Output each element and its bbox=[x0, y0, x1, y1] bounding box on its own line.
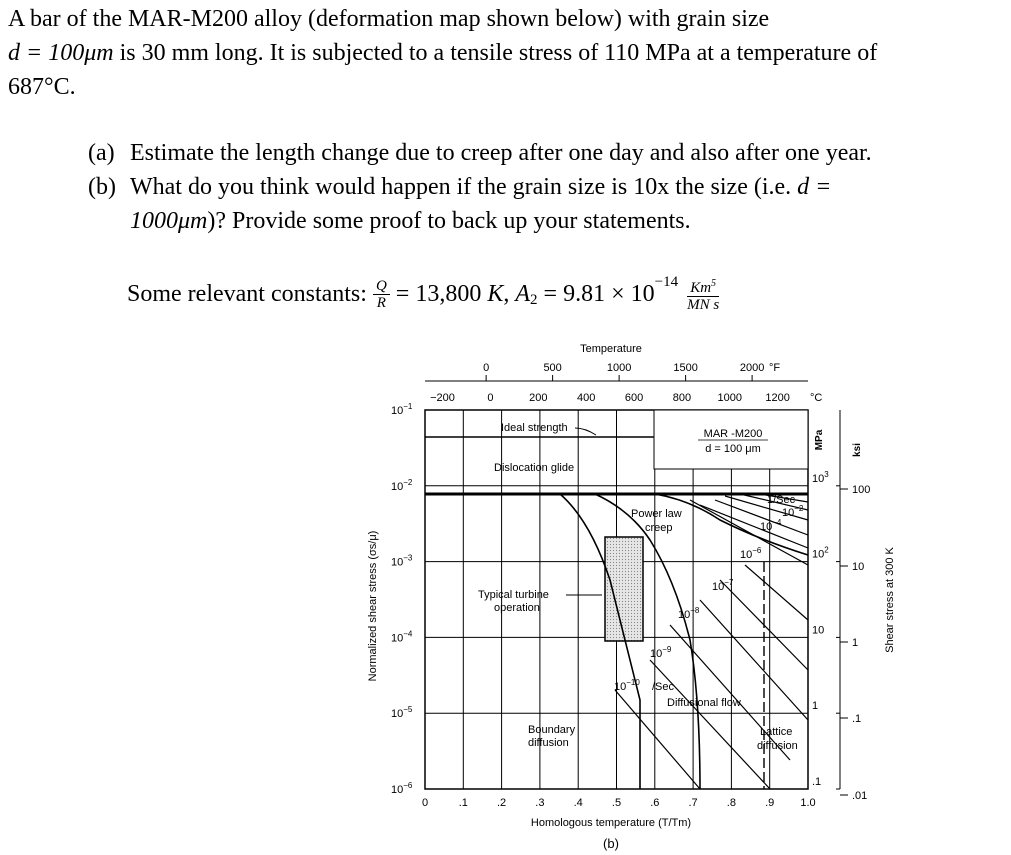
ksi-tick-label: 100 bbox=[852, 484, 871, 496]
ksi-tick-label: 10 bbox=[852, 561, 865, 573]
celsius-tick-label: 400 bbox=[576, 392, 596, 404]
celsius-tick-label: 200 bbox=[529, 392, 548, 404]
x-tick-label: 0 bbox=[421, 797, 429, 809]
strain-rate-label: $10^{-8}$ bbox=[678, 606, 700, 621]
celsius-unit: °C bbox=[810, 392, 823, 404]
power-law-label-2: creep bbox=[645, 522, 673, 534]
diffusional-flow-label: Diffusional flow bbox=[667, 697, 741, 709]
ksi-unit-label: ksi bbox=[852, 443, 863, 457]
celsius-tick-label: 0 bbox=[487, 392, 494, 404]
a2-subscript: 2 bbox=[530, 292, 538, 308]
a2-symbol: A bbox=[515, 281, 531, 307]
x-tick-label: .4 bbox=[573, 797, 583, 809]
part-b-math-2: 1000μm bbox=[130, 208, 208, 234]
const-value-2: = 9.81 × 10 bbox=[543, 281, 655, 307]
fahrenheit-tick-label: 2000 bbox=[739, 362, 765, 374]
mpa-tick-label: $10^3$ bbox=[812, 469, 829, 485]
celsius-tick-label: −200 bbox=[430, 392, 455, 404]
boundary-diffusion-label-1: Boundary bbox=[528, 724, 576, 736]
constants-label: Some relevant constants: bbox=[127, 281, 367, 307]
x-tick-label: .3 bbox=[535, 797, 545, 809]
unit-sec-label: 1/Sec bbox=[767, 494, 796, 506]
y-tick-label: $10^{-2}$ bbox=[391, 477, 413, 493]
fahrenheit-tick-label: 500 bbox=[543, 362, 562, 374]
const-value-1: = 13,800 bbox=[395, 281, 482, 307]
turbine-label-1: Typical turbine bbox=[478, 589, 549, 601]
y-tick-label: $10^{-5}$ bbox=[391, 705, 413, 721]
grain-size-math: d = 100μm bbox=[8, 40, 114, 66]
mpa-tick-label: 10 bbox=[812, 624, 825, 637]
fahrenheit-tick-label: 1500 bbox=[673, 362, 698, 374]
mpa-ticks bbox=[812, 470, 840, 789]
y-axis-ticks bbox=[391, 402, 413, 796]
x-tick-label: .7 bbox=[688, 797, 698, 809]
problem-line-3: 687°C. bbox=[8, 74, 76, 100]
celsius-tick-label: 1200 bbox=[765, 392, 790, 404]
boundary-diffusion-label-2: diffusion bbox=[528, 737, 569, 749]
strain-rate-label: $10^{-4}$ bbox=[760, 518, 782, 533]
y-tick-label: $10^{-4}$ bbox=[391, 629, 413, 645]
sec-label: /Sec bbox=[652, 681, 675, 693]
celsius-tick-label: 1000 bbox=[717, 392, 743, 404]
y-tick-label: $10^{-1}$ bbox=[391, 402, 413, 417]
mpa-tick-label: .1 bbox=[812, 776, 822, 788]
exponent: −14 bbox=[654, 274, 679, 290]
unit-k: K bbox=[487, 281, 504, 307]
fahrenheit-tick-label: 0 bbox=[483, 362, 490, 374]
mpa-tick-label: $10^2$ bbox=[812, 545, 829, 561]
lattice-diffusion-label-2: diffusion bbox=[757, 740, 798, 752]
ksi-ticks bbox=[840, 484, 870, 802]
unit-num-text: Km bbox=[690, 280, 712, 296]
mpa-unit-label: MPa bbox=[814, 429, 825, 451]
figure-caption: (b) bbox=[603, 836, 619, 851]
mpa-tick-label: 1 bbox=[812, 700, 819, 713]
x-tick-label: .8 bbox=[726, 797, 736, 809]
fahrenheit-unit: °F bbox=[769, 362, 781, 374]
ksi-tick-label: 1 bbox=[852, 637, 859, 649]
unit-num-sup: 5 bbox=[711, 278, 717, 289]
x-tick-label: .2 bbox=[497, 797, 507, 809]
turbine-label-2: operation bbox=[494, 602, 540, 614]
strain-rate-label: $10^{-2}$ bbox=[782, 504, 804, 519]
q-symbol: Q bbox=[373, 278, 390, 295]
contour-8 bbox=[650, 660, 770, 789]
unit-denominator: MN s bbox=[687, 297, 720, 313]
fahrenheit-tick-label: 1000 bbox=[606, 362, 632, 374]
ksi-tick-label: .01 bbox=[852, 790, 868, 802]
comma: , bbox=[503, 281, 510, 307]
turbine-operation-box bbox=[605, 537, 643, 641]
dislocation-glide-label: Dislocation glide bbox=[494, 462, 575, 474]
part-b-text-2: )? Provide some proof to back up your statements. bbox=[207, 208, 691, 234]
x-tick-label: .1 bbox=[458, 797, 468, 809]
x-tick-label: .6 bbox=[650, 797, 660, 809]
part-a-label: (a) bbox=[88, 140, 115, 166]
part-a-text: Estimate the length change due to creep after one day and also after one year. bbox=[130, 140, 872, 166]
strain-rate-label: $10^{-9}$ bbox=[650, 645, 672, 660]
material-label: MAR -M200 bbox=[703, 428, 763, 440]
celsius-tick-label: 800 bbox=[672, 392, 692, 404]
y-tick-label: $10^{-3}$ bbox=[391, 553, 413, 569]
celsius-ticks bbox=[430, 392, 790, 404]
part-b-label: (b) bbox=[88, 174, 116, 200]
problem-line-2-text: is 30 mm long. It is subjected to a tensile stress of 110 MPa at a temperature of bbox=[113, 40, 878, 66]
x-axis-ticks bbox=[422, 797, 816, 809]
right-axis-label: Shear stress at 300 K bbox=[884, 547, 896, 653]
r-symbol: R bbox=[376, 295, 386, 311]
power-law-label-1: Power law bbox=[631, 508, 682, 520]
x-tick-label: .5 bbox=[611, 797, 622, 809]
y-tick-label: $10^{-6}$ bbox=[391, 781, 413, 796]
x-tick-label: 1.0 bbox=[800, 797, 816, 809]
strain-rate-label: $10^{-7}$ bbox=[712, 578, 734, 593]
strain-rate-label: $10^{-6}$ bbox=[740, 546, 762, 561]
strain-rate-label: $10^{-10}$ bbox=[614, 678, 640, 693]
temperature-title: Temperature bbox=[580, 343, 642, 355]
grain-size-label: d = 100 μm bbox=[705, 443, 761, 455]
lattice-diffusion-label-1: Lattice bbox=[760, 726, 793, 738]
part-b-math-1: d = bbox=[797, 174, 832, 200]
celsius-tick-label: 600 bbox=[624, 392, 644, 404]
fahrenheit-ticks bbox=[483, 362, 764, 381]
ksi-tick-label: .1 bbox=[852, 713, 862, 725]
x-axis-label: Homologous temperature (T/Tm) bbox=[530, 817, 692, 829]
problem-line-1: A bar of the MAR-M200 alloy (deformation map shown below) with grain size bbox=[8, 6, 770, 32]
contour-12 bbox=[745, 565, 808, 620]
ideal-strength-label: Ideal strength bbox=[501, 422, 568, 434]
y-axis-label: Normalized shear stress (σs/μ) bbox=[367, 530, 379, 682]
part-b-text-1: What do you think would happen if the grain size is 10x the size (i.e. bbox=[130, 174, 798, 200]
x-tick-label: .9 bbox=[765, 797, 775, 809]
